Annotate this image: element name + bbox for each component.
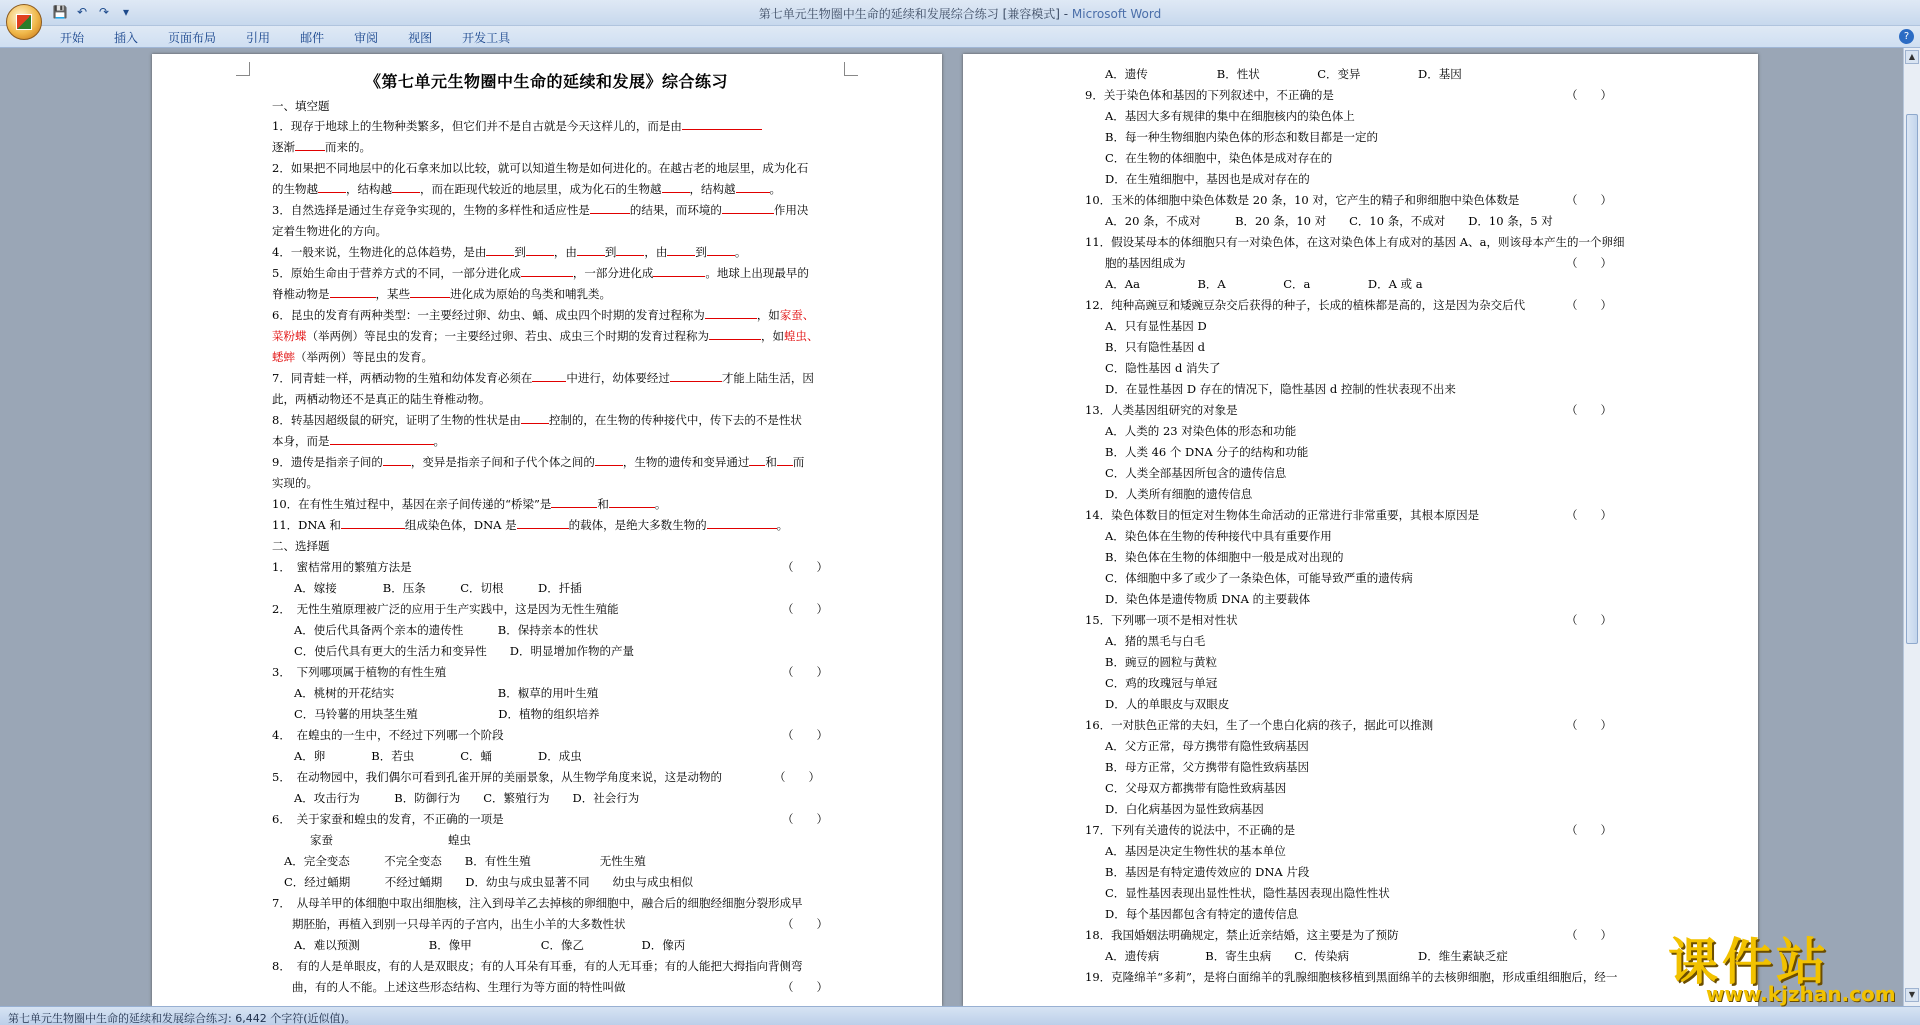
options-line: A．嫁接 B．压条 C．切根 D．扦插: [294, 581, 582, 595]
answer-parentheses: （ ）: [782, 917, 828, 931]
window-title: 第七单元生物圈中生命的延续和发展综合练习 [兼容模式] - Microsoft Word: [758, 7, 1162, 21]
scroll-up-icon[interactable]: ▲: [1905, 50, 1919, 64]
options-line: A．使后代具备两个亲本的遗传性 B．保持亲本的性状: [294, 623, 599, 637]
answer-parentheses: （ ）: [782, 980, 828, 994]
tab-review[interactable]: 审阅: [354, 31, 379, 45]
question-7-cont: 期胚胎，再植入到别一只母羊丙的子宫内，出生小羊的大多数性状: [292, 917, 626, 931]
watermark-text: 课件站: [1668, 933, 1830, 991]
question-5: 5． 在动物园中，我们偶尔可看到孔雀开屏的美丽景象，从生物学角度来说，这是动物的: [272, 770, 723, 784]
option-line: A．基因大多有规律的集中在细胞核内的染色体上: [1105, 109, 1355, 123]
fill-line: 实现的。: [272, 476, 318, 490]
tab-references[interactable]: 引用: [246, 31, 271, 45]
question-14: 14．染色体数目的恒定对生物体生命活动的正常进行非常重要，其根本原因是: [1085, 508, 1480, 522]
question-1: 1． 蜜桔常用的繁殖方法是: [272, 560, 412, 574]
fill-line: 1．现存于地球上的生物种类繁多，但它们并不是自古就是今天这样儿的，而是由: [272, 116, 762, 136]
question-3: 3． 下列哪项属于植物的有性生殖: [272, 665, 447, 679]
answer-parentheses: （ ）: [1566, 928, 1612, 942]
scroll-down-icon[interactable]: ▼: [1905, 988, 1919, 1002]
answer-parentheses: （ ）: [1566, 508, 1612, 522]
answer-parentheses: （ ）: [1566, 823, 1612, 837]
options-line: A．20 条，不成对 B．20 条，10 对 C．10 条，不成对 D．10 条，5 对: [1105, 214, 1553, 228]
question-8-cont: 曲，有的人不能。上述这些形态结构、生理行为等方面的特性叫做: [292, 980, 626, 994]
options-line: A．Aa B．A C．a D．A 或 a: [1105, 277, 1423, 291]
option-line: C．在生物的体细胞中，染色体是成对存在的: [1105, 151, 1333, 165]
question-7: 7． 从母羊甲的体细胞中取出细胞核，注入到母羊乙去掉核的卵细胞中，融合后的细胞经细胞分裂形成早: [272, 896, 803, 910]
fill-line: 4．一般来说，生物进化的总体趋势，是由 到 ，由 到 ，由 到 。: [272, 242, 746, 262]
fill-line: 5．原始生命由于营养方式的不同，一部分进化成 ，一部分进化成 。地球上出现最早的: [272, 263, 809, 283]
office-button[interactable]: [6, 4, 42, 40]
document-page-2[interactable]: [963, 54, 1758, 1006]
scroll-thumb[interactable]: [1906, 114, 1918, 644]
option-line: B．基因是有特定遗传效应的 DNA 片段: [1105, 865, 1310, 879]
question-17: 17．下列有关遗传的说法中，不正确的是: [1085, 823, 1296, 837]
fill-line: 脊椎动物是 ，某些 进化成为原始的鸟类和哺乳类。: [272, 284, 611, 304]
option-line: D．在显性基因 D 存在的情况下，隐性基因 d 控制的性状表现不出来: [1105, 382, 1456, 396]
column-header: 家蚕: [310, 833, 333, 847]
question-19: 19．克隆绵羊“多莉”，是将白面绵羊的乳腺细胞核移植到黑面绵羊的去核卵细胞，形成重组细胞后，经一: [1085, 970, 1618, 984]
option-line: B．母方正常，父方携带有隐性致病基因: [1105, 760, 1309, 774]
vertical-scrollbar[interactable]: [1903, 48, 1920, 1006]
status-text: 第七单元生物圈中生命的延续和发展综合练习: 6,442 个字符(近似值)。: [8, 1012, 356, 1025]
option-line: A．父方正常，母方携带有隐性致病基因: [1105, 739, 1309, 753]
office-logo-icon: [16, 14, 32, 30]
options-line: C．使后代具有更大的生活力和变异性 D．明显增加作物的产量: [294, 644, 635, 658]
answer-parentheses: （ ）: [782, 728, 828, 742]
quick-access-toolbar: [52, 4, 134, 20]
question-2: 2． 无性生殖原理被广泛的应用于生产实践中，这是因为无性生殖能: [272, 602, 619, 616]
document-page-1[interactable]: [152, 54, 942, 1006]
question-16: 16．一对肤色正常的夫妇，生了一个患白化病的孩子，据此可以推测: [1085, 718, 1434, 732]
answer-parentheses: （ ）: [1566, 613, 1612, 627]
answer-parentheses: （ ）: [782, 602, 828, 616]
fill-line: 11．DNA 和 组成染色体，DNA 是 的载体，是绝大多数生物的 。: [272, 515, 788, 535]
tab-developer[interactable]: 开发工具: [462, 31, 511, 45]
question-15: 15．下列哪一项不是相对性状: [1085, 613, 1238, 627]
options-line: A．难以预测 B．像甲 C．像乙 D．像丙: [294, 938, 686, 952]
tab-mailings[interactable]: 邮件: [300, 31, 325, 45]
tab-home[interactable]: 开始: [60, 31, 85, 45]
option-line: B．只有隐性基因 d: [1105, 340, 1205, 354]
watermark-url: www.kjzhan.com: [1706, 982, 1896, 1006]
redo-icon[interactable]: ↷: [98, 5, 110, 19]
section-heading: 一、填空题: [272, 99, 330, 113]
tab-view[interactable]: 视图: [408, 31, 433, 45]
document-workspace: [0, 48, 1903, 1006]
tab-insert[interactable]: 插入: [114, 31, 139, 45]
fill-line: 8．转基因超级鼠的研究，证明了生物的性状是由 控制的，在生物的传种接代中，传下去的不是性状: [272, 410, 802, 430]
option-line: D．白化病基因为显性致病基因: [1105, 802, 1264, 816]
options-line: A．遗传 B．性状 C．变异 D．基因: [1105, 67, 1462, 81]
options-line: A．完全变态 不完全变态 B．有性生殖 无性生殖: [284, 854, 646, 868]
status-bar: [0, 1006, 1920, 1025]
fill-line: 9．遗传是指亲子间的 ，变异是指亲子间和子代个体之间的 ，生物的遗传和变异通过 和 而: [272, 452, 804, 472]
answer-parentheses: （ ）: [782, 812, 828, 826]
option-line: A．染色体在生物的传种接代中具有重要作用: [1105, 529, 1332, 543]
undo-icon[interactable]: ↶: [76, 5, 88, 19]
option-line: A．基因是决定生物性状的基本单位: [1105, 844, 1286, 858]
fill-line: 2．如果把不同地层中的化石拿来加以比较，就可以知道生物是如何进化的。在越古老的地层里，成为化石: [272, 161, 809, 175]
options-line: A．桃树的开花结实 B．椒草的用叶生殖: [294, 686, 599, 700]
answer-parentheses: （ ）: [1566, 403, 1612, 417]
title-bar: [0, 0, 1920, 26]
fill-line: 7．同青蛙一样，两栖动物的生殖和幼体发育必须在 中进行，幼体要经过 才能上陆生活，因: [272, 368, 814, 388]
option-line: B．每一种生物细胞内染色体的形态和数目都是一定的: [1105, 130, 1378, 144]
column-header: 蝗虫: [448, 833, 471, 847]
question-13: 13．人类基因组研究的对象是: [1085, 403, 1238, 417]
question-6: 6． 关于家蚕和蝗虫的发育，不正确的一项是: [272, 812, 504, 826]
ribbon-tab-bar: [0, 26, 1920, 48]
answer-parentheses: （ ）: [1566, 298, 1612, 312]
options-line: C．经过蛹期 不经过蛹期 D．幼虫与成虫显著不同 幼虫与成虫相似: [284, 875, 694, 889]
option-line: B．人类 46 个 DNA 分子的结构和功能: [1105, 445, 1309, 459]
option-line: D．染色体是遗传物质 DNA 的主要载体: [1105, 592, 1311, 606]
question-4: 4． 在蝗虫的一生中，不经过下列哪一个阶段: [272, 728, 504, 742]
answer-parentheses: （ ）: [782, 560, 828, 574]
fill-line: 逐渐 而来的。: [272, 137, 371, 157]
options-line: A．遗传病 B．寄生虫病 C．传染病 D．维生素缺乏症: [1105, 949, 1508, 963]
question-10: 10．玉米的体细胞中染色体数是 20 条，10 对，它产生的精子和卵细胞中染色体数是: [1085, 193, 1520, 207]
question-11-cont: 胞的基因组成为: [1105, 256, 1186, 270]
options-line: A．卵 B．若虫 C．蛹 D．成虫: [294, 749, 582, 763]
options-line: C．马铃薯的用块茎生殖 D．植物的组织培养: [294, 707, 600, 721]
option-line: D．在生殖细胞中，基因也是成对存在的: [1105, 172, 1310, 186]
save-icon[interactable]: 💾: [52, 5, 68, 19]
answer-parentheses: （ ）: [1566, 718, 1612, 732]
option-line: B．染色体在生物的体细胞中一般是成对出现的: [1105, 550, 1344, 564]
fill-line: 6．昆虫的发育有两种类型：一主要经过卵、幼虫、蛹、成虫四个时期的发育过程称为 ，如家蚕、: [272, 305, 814, 325]
option-line: C．人类全部基因所包含的遗传信息: [1105, 466, 1287, 480]
fill-line: 3．自然选择是通过生存竞争实现的，生物的多样性和适应性是 的结果，而环境的 作用决: [272, 200, 808, 220]
answer-parentheses: （ ）: [1566, 88, 1612, 102]
question-11: 11．假设某母本的体细胞只有一对染色体，在这对染色体上有成对的基因 A、a，则该母本产生的一个卵细: [1085, 235, 1625, 249]
crop-mark: [236, 62, 250, 76]
answer-parentheses: （ ）: [774, 770, 820, 784]
customize-dropdown-icon[interactable]: ▾: [122, 5, 130, 19]
option-line: A．猪的黑毛与白毛: [1105, 634, 1206, 648]
document-title: 《第七单元生物圈中生命的延续和发展》综合练习: [365, 72, 729, 91]
fill-line: 10．在有性生殖过程中，基因在亲子间传递的“桥梁”是 和 。: [272, 494, 666, 514]
options-line: A．攻击行为 B．防御行为 C．繁殖行为 D．社会行为: [294, 791, 640, 805]
option-line: A．人类的 23 对染色体的形态和功能: [1105, 424, 1297, 438]
option-line: C．体细胞中多了或少了一条染色体，可能导致严重的遗传病: [1105, 571, 1413, 585]
answer-parentheses: （ ）: [782, 665, 828, 679]
fill-line: 菜粉蝶（举两例）等昆虫的发育；一主要经过卵、若虫、成虫三个时期的发育过程称为 ，如蝗虫、: [272, 326, 819, 346]
option-line: C．父母双方都携带有隐性致病基因: [1105, 781, 1287, 795]
option-line: A．只有显性基因 D: [1105, 319, 1207, 333]
tab-page-layout[interactable]: 页面布局: [168, 31, 217, 45]
option-line: C．显性基因表现出显性性状，隐性基因表现出隐性性状: [1105, 886, 1390, 900]
help-icon[interactable]: ?: [1899, 29, 1914, 44]
answer-parentheses: （ ）: [1566, 256, 1612, 270]
option-line: C．鸡的玫瑰冠与单冠: [1105, 676, 1218, 690]
watermark-logo: [1668, 922, 1914, 1006]
question-18: 18．我国婚姻法明确规定，禁止近亲结婚，这主要是为了预防: [1085, 928, 1399, 942]
fill-line: 此，两栖动物还不是真正的陆生脊椎动物。: [272, 392, 491, 406]
answer-parentheses: （ ）: [1566, 193, 1612, 207]
option-line: B．豌豆的圆粒与黄粒: [1105, 655, 1217, 669]
fill-line: 的生物越 ，结构越 ，而在距现代较近的地层里，成为化石的生物越 ，结构越 。: [272, 179, 781, 199]
option-line: D．每个基因都包含有特定的遗传信息: [1105, 907, 1299, 921]
fill-line: 蟋蟀（举两例）等昆虫的发育。: [272, 350, 433, 364]
option-line: D．人的单眼皮与双眼皮: [1105, 697, 1230, 711]
question-8: 8． 有的人是单眼皮，有的人是双眼皮；有的人耳朵有耳垂，有的人无耳垂；有的人能把大拇指向背侧弯: [272, 959, 803, 973]
fill-line: 定着生物进化的方向。: [272, 224, 387, 238]
section-heading: 二、选择题: [272, 539, 330, 553]
question-12: 12．纯种高豌豆和矮豌豆杂交后获得的种子，长成的植株都是高的，这是因为杂交后代: [1085, 298, 1526, 312]
fill-line: 本身，而是 。: [272, 431, 445, 451]
question-9: 9．关于染色体和基因的下列叙述中，不正确的是: [1085, 88, 1334, 102]
option-line: C．隐性基因 d 消失了: [1105, 361, 1221, 375]
option-line: D．人类所有细胞的遗传信息: [1105, 487, 1253, 501]
crop-mark: [844, 62, 858, 76]
